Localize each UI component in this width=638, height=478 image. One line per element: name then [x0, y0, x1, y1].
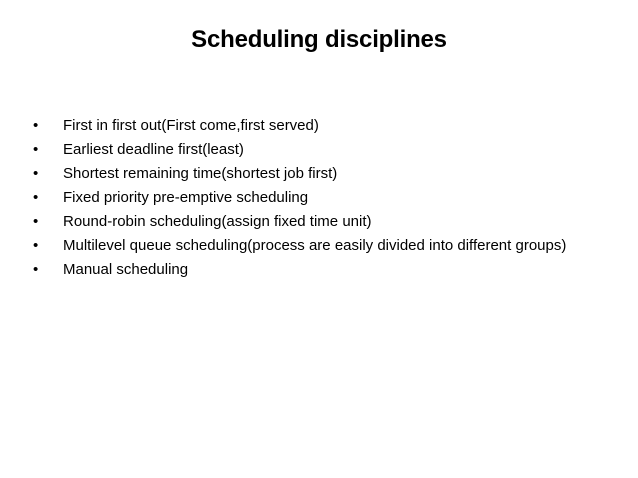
- list-item-text: Manual scheduling: [63, 261, 189, 278]
- list-item-text: Fixed priority pre-emptive scheduling: [63, 189, 309, 206]
- bullet-icon: •: [33, 141, 39, 158]
- bullet-icon: •: [33, 117, 39, 134]
- list-item-text: Multilevel queue scheduling(process are easily divided into different groups): [63, 237, 567, 254]
- bullet-icon: •: [33, 189, 39, 206]
- list-item: [33, 260, 593, 280]
- bullet-list: [33, 116, 593, 284]
- slide-title: Scheduling disciplines: [191, 26, 447, 53]
- list-item: [33, 212, 593, 232]
- list-item-text: Shortest remaining time(shortest job first): [63, 165, 338, 182]
- list-item-text: Earliest deadline first(least): [63, 141, 244, 158]
- list-item-text: First in first out(First come,first served): [63, 117, 319, 134]
- list-item: [33, 188, 593, 208]
- list-item: [33, 116, 593, 136]
- bullet-icon: •: [33, 237, 39, 254]
- bullet-icon: •: [33, 261, 39, 278]
- list-item-text: Round-robin scheduling(assign fixed time unit): [63, 213, 372, 230]
- bullet-icon: •: [33, 165, 39, 182]
- list-item: [33, 236, 593, 256]
- list-item: [33, 140, 593, 160]
- list-item: [33, 164, 593, 184]
- bullet-icon: •: [33, 213, 39, 230]
